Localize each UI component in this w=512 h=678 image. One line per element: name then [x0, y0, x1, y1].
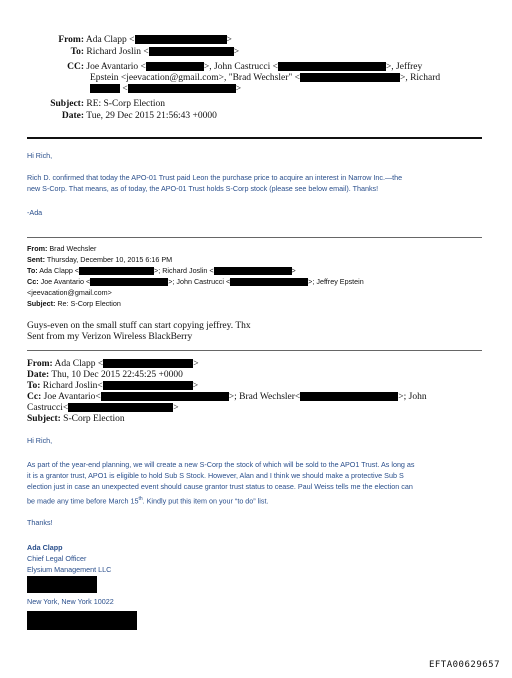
header-cc-line2-a: Epstein <jeevacation@gmail.com>, "Brad Wechsler" < — [90, 73, 300, 83]
brad-body-line2: Sent from my Verizon Wireless BlackBerry — [27, 332, 193, 342]
redaction-block — [135, 35, 227, 44]
header-date-row — [36, 111, 217, 122]
orig-date-value: Thu, 10 Dec 2015 22:45:25 +0000 — [51, 370, 183, 380]
orig-para-line4-a: be made any time before March 15 — [27, 496, 139, 506]
header-cc-line2 — [90, 73, 440, 84]
brad-sent-value: Thursday, December 10, 2015 6:16 PM — [46, 255, 173, 264]
brad-subject-row — [27, 299, 121, 309]
document-id: EFTA00629657 — [428, 660, 500, 670]
header-from-row — [36, 35, 232, 46]
header-cc-a: Joe Avantario < — [86, 62, 146, 72]
orig-para-line1: As part of the year-end planning, we will create a new S-Corp the stock of which will be sold to the APO1 Trust. As long as — [27, 460, 415, 469]
redaction-block — [149, 47, 234, 56]
orig-subject-label: Subject: — [27, 414, 61, 424]
brad-from-row — [27, 244, 96, 254]
redaction-block — [146, 62, 204, 71]
redaction-block — [278, 62, 386, 71]
header-cc-line3 — [90, 84, 241, 95]
brad-sent-label: Sent: — [27, 255, 45, 264]
orig-date-row — [27, 370, 183, 381]
orig-subject-row — [27, 414, 125, 425]
header-to-end: > — [233, 47, 240, 57]
brad-cc-b: >; John Castrucci < — [168, 277, 231, 286]
redaction-block — [90, 278, 168, 286]
redaction-block — [103, 381, 193, 390]
orig-from-value: Ada Clapp < — [54, 359, 104, 369]
orig-para-line4 — [27, 494, 268, 506]
brad-cc-line2: <jeevacation@gmail.com> — [27, 288, 112, 297]
signature-company: Elysium Management LLC — [27, 565, 112, 574]
redaction-block — [300, 392, 398, 401]
header-from-label: From: — [58, 35, 84, 45]
header-subject-row — [36, 99, 165, 110]
brad-cc-row — [27, 277, 364, 287]
brad-to-a: Ada Clapp < — [39, 266, 80, 275]
header-subject-label: Subject: — [50, 99, 84, 109]
orig-cc-label: Cc: — [27, 392, 42, 402]
orig-cc-line2 — [27, 403, 179, 414]
header-to-value: Richard Joslin < — [86, 47, 149, 57]
redaction-block — [214, 267, 292, 275]
orig-cc-a: Joe Avantario< — [43, 392, 101, 402]
brad-body-line1: Guys-even on the small stuff can start copying jeffrey. Thx — [27, 321, 251, 331]
signature-city: New York, New York 10022 — [27, 597, 114, 606]
section-divider — [27, 350, 482, 351]
brad-cc-label: Cc: — [27, 277, 39, 286]
brad-to-row — [27, 266, 296, 276]
orig-cc-b: >; Brad Wechsler< — [228, 392, 301, 402]
reply-line2: new S-Corp. That means, as of today, the APO-01 Trust holds S-Corp stock (please see below email). Thanks! — [27, 184, 379, 193]
orig-to-row — [27, 381, 198, 392]
redaction-block — [300, 73, 400, 82]
header-subject-value: RE: S-Corp Election — [86, 99, 166, 109]
header-cc-line3-a: < — [122, 84, 128, 94]
header-from-value: Ada Clapp < — [85, 35, 135, 45]
header-cc-c: >, Jeffrey — [385, 62, 423, 72]
orig-to-value: Richard Joslin< — [42, 381, 103, 391]
orig-para-line2: it is a grantor trust, APO1 is eligible to hold Sub S Stock. However, Alan and I think we should make a protective Sub S — [27, 471, 404, 480]
redaction-block — [103, 359, 193, 368]
header-date-value: Tue, 29 Dec 2015 21:56:43 +0000 — [86, 111, 217, 121]
brad-from-label: From: — [27, 244, 48, 253]
orig-to-end: > — [192, 381, 199, 391]
header-to-row — [36, 47, 239, 58]
brad-to-b: >; Richard Joslin < — [154, 266, 214, 275]
brad-subject-value: Re: S-Corp Election — [57, 299, 121, 308]
orig-cc-line2-a: Castrucci< — [27, 403, 69, 413]
orig-cc-c: >; John — [398, 392, 427, 402]
redaction-block — [128, 84, 236, 93]
brad-sent-row — [27, 255, 172, 265]
orig-cc-line2-b: > — [173, 403, 179, 413]
redaction-block — [101, 392, 229, 401]
orig-para-line4-b: . Kindly put this item on your “to do” list. — [142, 496, 269, 506]
reply-line1: Rich D. confirmed that today the APO-01 Trust paid Leon the purchase price to acquire an interest in Narrow Inc.—the — [27, 173, 403, 182]
brad-cc-a: Joe Avantario < — [40, 277, 91, 286]
signature-title: Chief Legal Officer — [27, 554, 87, 563]
orig-thanks: Thanks! — [27, 518, 53, 527]
orig-from-end: > — [193, 359, 199, 369]
redaction-block — [68, 403, 173, 412]
header-cc-label: CC: — [67, 62, 84, 72]
header-cc-line3-b: > — [235, 84, 242, 94]
redaction-block — [27, 611, 137, 630]
orig-from-row — [27, 359, 199, 370]
reply-signoff: -Ada — [27, 208, 43, 217]
orig-greeting: Hi Rich, — [27, 436, 53, 445]
header-from-end: > — [226, 35, 232, 45]
orig-date-label: Date: — [27, 370, 50, 380]
section-divider — [27, 237, 482, 238]
orig-cc-row — [27, 392, 427, 403]
signature-name: Ada Clapp — [27, 543, 63, 552]
header-cc-line2-b: >, Richard — [399, 73, 441, 83]
brad-subject-label: Subject: — [27, 299, 56, 308]
redaction-block — [90, 84, 120, 93]
header-cc-b: >, John Castrucci < — [203, 62, 278, 72]
brad-from-value: Brad Wechsler — [49, 244, 97, 253]
header-date-label: Date: — [61, 111, 84, 121]
orig-from-label: From: — [27, 359, 53, 369]
header-divider — [27, 137, 482, 139]
redaction-block — [230, 278, 308, 286]
redaction-block — [27, 576, 97, 593]
orig-to-label: To: — [27, 381, 41, 391]
orig-para-line3: election just in case an unexpected event should cause grantor trust status to cease. Paul Weiss tells me the election can — [27, 482, 413, 491]
orig-subject-value: S-Corp Election — [63, 414, 125, 424]
brad-to-label: To: — [27, 266, 38, 275]
reply-greeting: Hi Rich, — [27, 151, 53, 160]
brad-cc-c: >; Jeffrey Epstein — [308, 277, 364, 286]
redaction-block — [79, 267, 154, 275]
brad-to-c: > — [291, 266, 296, 275]
orig-para-line4-sup: th — [138, 496, 143, 502]
header-to-label: To: — [70, 47, 84, 57]
header-cc-row — [36, 62, 422, 73]
